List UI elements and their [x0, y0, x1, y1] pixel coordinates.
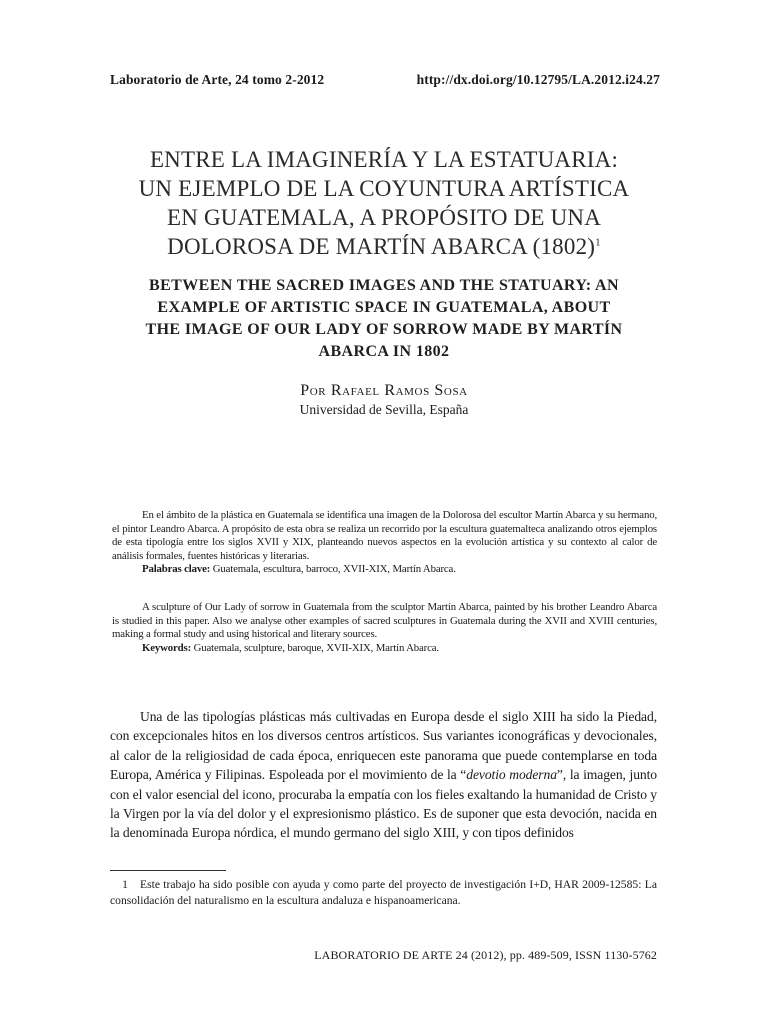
- keywords-es-label: Palabras clave:: [142, 563, 211, 575]
- title-en-line: EXAMPLE OF ARTISTIC SPACE IN GUATEMALA, ABOUT: [157, 299, 611, 316]
- title-en-line: THE IMAGE OF OUR LADY OF SORROW MADE BY MARTÍN: [145, 321, 623, 338]
- title-english: [100, 275, 668, 363]
- footnote-divider: [110, 870, 226, 871]
- title-es-line: [84, 232, 684, 261]
- abstract-es-text: En el ámbito de la plástica en Guatemala se identifica una imagen de la Dolorosa del escultor Martín Abarca y su hermano, el pintor Leandro Abarca. A propósito de esta obra se realiza un recorrido por la escultura guatemalteca analizando otros ejemplos de esta tipología entre los siglos XVII y XIX, planteando nuevos aspectos en la evolución artística y su contexto al calor de análisis formales, fuentes históricas y literarias.: [112, 509, 657, 562]
- running-header: [110, 72, 660, 88]
- keywords-es-values: Guatemala, escultura, barroco, XVII-XIX, Martín Abarca.: [210, 563, 456, 575]
- body-text: [110, 707, 657, 843]
- body-italic-term: devotio moderna: [466, 767, 557, 783]
- title-footnote-mark[interactable]: 1: [595, 236, 601, 249]
- title-es-line: ENTRE LA IMAGINERÍA Y LA ESTATUARIA:: [149, 147, 619, 172]
- title-en-line: BETWEEN THE SACRED IMAGES AND THE STATUARY: AN: [149, 277, 619, 294]
- title-en-line: ABARCA IN 1802: [318, 343, 450, 360]
- journal-citation: Laboratorio de Arte, 24 tomo 2-2012: [110, 72, 325, 87]
- doi-link[interactable]: http://dx.doi.org/10.12795/LA.2012.i24.27: [416, 72, 660, 87]
- author-affiliation: Universidad de Sevilla, España: [299, 402, 469, 417]
- footnote: [110, 877, 657, 908]
- footnote-number: 1: [122, 878, 128, 891]
- abstract-en-text: A sculpture of Our Lady of sorrow in Guatemala from the sculptor Martín Abarca, painted by his brother Leandro Abarca is studied in this paper. Also we analyse other examples of sacred sculptures in Guatemala during the XVII and XVIII centuries, making a formal study and using historical and literary sources.: [112, 601, 657, 640]
- keywords-es: [112, 563, 657, 577]
- title-es-line: UN EJEMPLO DE LA COYUNTURA ARTÍSTICA: [138, 176, 630, 201]
- title-es-line: EN GUATEMALA, A PROPÓSITO DE UNA: [166, 205, 602, 230]
- body-text-part: Una de las tipologías plásticas más cultivadas en Europa desde el siglo XIII ha sido la Piedad, con excepcionales hitos en los diversos centros artísticos. Sus variantes iconográficas y devocionales, al calor de la religiosidad de cada época, enriquecen este panorama que puede contemplarse en toda Europa, América y Filipinas. Espoleada por el movimiento de la “: [110, 709, 657, 783]
- footnote-text: Este trabajo ha sido posible con ayuda y como parte del proyecto de investigación I+D, HAR 2009-12585: La consolidación del naturalismo en la escultura andaluza e hispanoamericana.: [110, 878, 657, 907]
- page-footer: LABORATORIO DE ARTE 24 (2012), pp. 489-509, ISSN 1130-5762: [314, 948, 657, 962]
- body-paragraph: [110, 707, 657, 843]
- keywords-en-values: Guatemala, sculpture, baroque, XVII-XIX, Martín Abarca.: [191, 641, 439, 654]
- abstract-spanish: [112, 509, 657, 577]
- abstract-english: [112, 601, 657, 655]
- title-spanish: [84, 145, 684, 261]
- title-es-line-text: DOLOROSA DE MARTÍN ABARCA (1802): [167, 234, 596, 259]
- keywords-en: [112, 642, 657, 656]
- keywords-en-label: Keywords:: [142, 641, 192, 654]
- author-name: Por Rafael Ramos Sosa: [300, 382, 468, 399]
- body-text-part: ”, la imagen, junto con el valor esencial del icono, procuraba la empatía con los fieles exaltando la humanidad de Cristo y la Virgen por la vía del dolor y el expresionismo plástico. Es de suponer que esta devoción, nacida en la denominada Europa nórdica, el mundo germano del siglo XIII, y con tipos definidos: [110, 767, 657, 841]
